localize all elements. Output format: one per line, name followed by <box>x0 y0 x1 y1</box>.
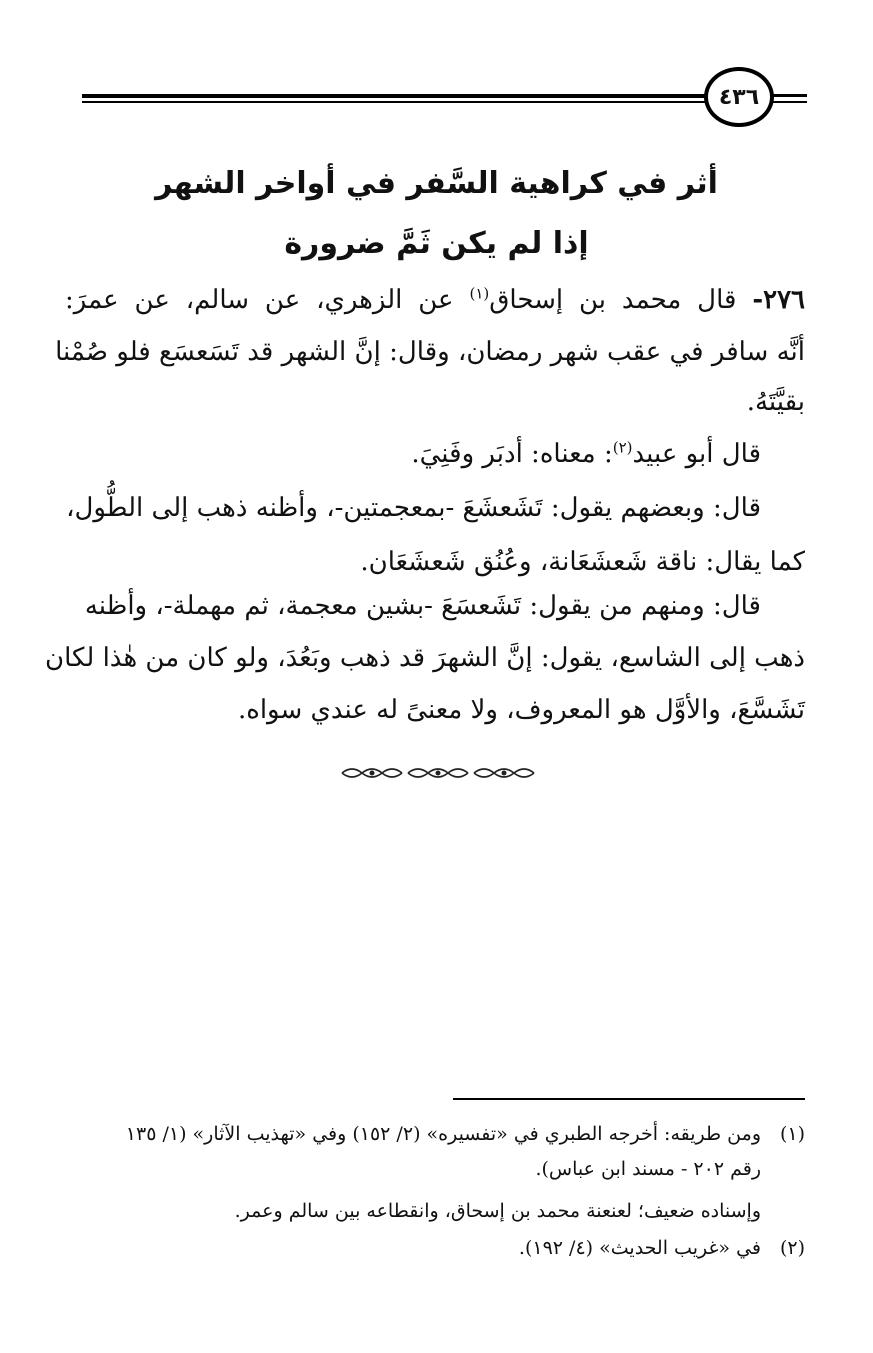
footnote-1-line-1: ومن طريقه: أخرجه الطبري في «تفسيره» (٢/ ١٥٢) وفي «تهذيب الآثار» (١/ ١٣٥ <box>125 1123 761 1145</box>
paragraph-text: : معناه: أدبَر وفَنِيَ. <box>411 439 613 469</box>
paragraph-3-line-1: قال: وبعضهم يقول: تَشَعشَعَ -بمعجمتين-، وأظنه ذهب إلى الطُّول، <box>66 493 761 523</box>
paragraph-3-line-2: كما يقال: ناقة شَعشَعَانة، وعُنُق شَعشَعَان. <box>360 547 805 577</box>
paragraph-4-line-1: قال: ومنهم من يقول: تَشَعسَعَ -بشين معجمة، ثم مهملة-، وأظنه <box>84 591 761 621</box>
paragraph-4-line-2: ذهب إلى الشاسع، يقول: إنَّ الشهرَ قد ذهب وبَعُدَ، ولو كان من هٰذا لكان <box>45 643 805 673</box>
paragraph-text: عن الزهري، عن سالم، عن عمرَ: <box>65 285 454 315</box>
paragraph-1-line-3: بقيَّتَهُ. <box>746 387 805 417</box>
footnote-1-line-2: رقم ٢٠٢ - مسند ابن عباس). <box>535 1158 761 1180</box>
footnote-ref-1: (١) <box>469 284 490 303</box>
footnote-1-mark: (١) <box>779 1123 805 1145</box>
header-rule-tail <box>773 94 807 97</box>
header-rule-thick <box>82 94 707 98</box>
paragraph-4-line-3: تَشَسَّعَ، والأوَّل هو المعروف، ولا معنىً له عندي سواه. <box>237 695 805 725</box>
footnote-1-line-3: وإسناده ضعيف؛ لعنعنة محمد بن إسحاق، وانقطاعه بين سالم وعمر. <box>234 1200 761 1222</box>
footnote-2-line-1: في «غريب الحديث» (٤/ ١٩٢). <box>518 1237 761 1259</box>
footnote-ref-2: (٢) <box>612 438 633 457</box>
paragraph-text: قال أبو عبيد <box>632 439 761 469</box>
paragraph-1-line-2: أنَّه سافر في عقب شهر رمضان، وقال: إنَّ الشهر قد تَسَعسَع فلو صُمْنا <box>55 337 805 367</box>
page-number: ٤٣٦ <box>704 67 774 127</box>
narration-number: ٢٧٦- <box>752 285 806 315</box>
header-rule-tail-thin <box>773 101 807 103</box>
ornament-divider-icon <box>338 762 538 784</box>
section-subtitle: إذا لم يكن ثَمَّ ضرورة <box>284 226 589 261</box>
footnote-rule <box>453 1098 805 1100</box>
paragraph-1-line-1 <box>65 282 805 318</box>
section-title: أثر في كراهية السَّفر في أواخر الشهر <box>155 166 718 201</box>
header-rule-thin <box>82 101 707 103</box>
paragraph-text: قال محمد بن إسحاق <box>489 285 737 315</box>
paragraph-2-line-1 <box>411 436 761 472</box>
footnote-2-mark: (٢) <box>779 1237 805 1259</box>
